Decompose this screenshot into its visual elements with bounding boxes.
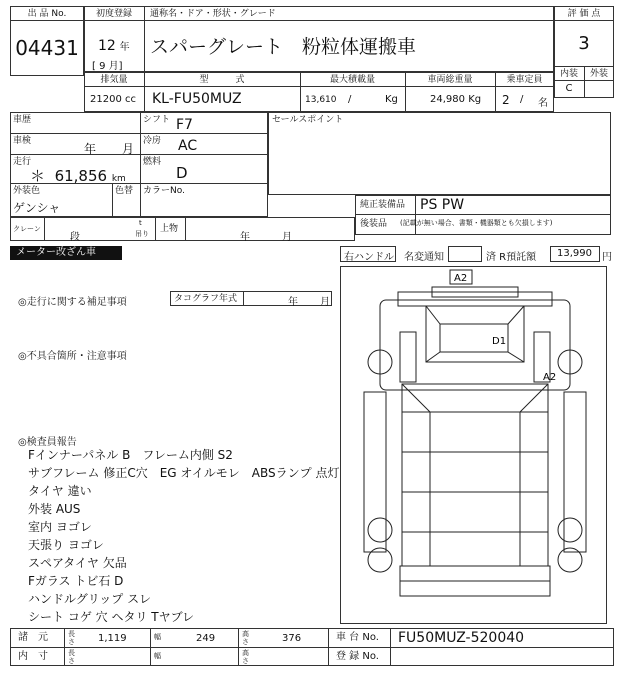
top-month-unit: 月	[282, 232, 292, 243]
length-label: 長さ	[68, 630, 75, 646]
defects-label: ◎不具合箇所・注意事項	[18, 351, 127, 362]
model-value: KL-FU50MUZ	[152, 91, 242, 107]
inspection-month-unit: 月	[122, 142, 135, 156]
lot-label: 出 品 No.	[27, 9, 67, 19]
damage-mark-a2-right: A2	[543, 372, 557, 383]
displacement-label: 排気量	[100, 75, 128, 85]
max-load-value: 13,610	[305, 95, 337, 105]
recycle-unit: 円	[602, 252, 612, 263]
report-line: 天張り ヨゴレ	[28, 538, 104, 552]
shift-value: F7	[176, 117, 193, 133]
report-line: ハンドルグリップ スレ	[28, 592, 152, 606]
inner-label: 内 寸	[18, 651, 48, 662]
reg-year: 12 年	[98, 38, 130, 54]
report-line: 室内 ヨゴレ	[28, 520, 92, 534]
capacity-value: 2	[502, 93, 510, 107]
top-label: 上物	[160, 224, 179, 234]
interior-label: 内装	[559, 69, 578, 79]
tax-label: 済 R預託額	[486, 252, 537, 263]
reg-month: [ 9 月]	[92, 61, 123, 72]
width-label: 幅	[154, 633, 161, 641]
lot-number: 04431	[15, 36, 79, 60]
vehicle-name: スパーグレート 粉粒体運搬車	[150, 36, 417, 58]
crane-label: クレーン	[13, 225, 41, 233]
fuel-label: 燃料	[143, 157, 162, 167]
supplementary-label: ◎走行に関する補足事項	[18, 297, 127, 308]
name-label: 通称名・ドア・形状・グレード	[150, 9, 276, 19]
exterior-label: 外装	[589, 69, 608, 79]
report-line: Fガラス トビ石 D	[28, 574, 124, 588]
mileage-label: 走行	[13, 157, 32, 167]
crane-lift-label: 吊り	[135, 230, 149, 238]
max-load-sep: /	[348, 94, 352, 105]
inner-length-label: 長さ	[68, 649, 75, 665]
crane-row	[10, 217, 355, 241]
model-label: 型 式	[199, 75, 245, 85]
tacho-month-unit: 月	[320, 297, 330, 308]
inspection-label: 車検	[13, 136, 32, 146]
tacho-year-unit: 年	[288, 297, 298, 308]
report-line: シート コゲ 穴 ヘタリ Tヤブレ	[28, 610, 195, 624]
color-change-label: 色替	[115, 186, 134, 196]
damage-mark-d1: D1	[492, 336, 507, 347]
name-change-box	[448, 246, 482, 262]
max-load-unit: Kg	[385, 94, 398, 105]
crane-stage-unit: 段	[70, 232, 80, 243]
report-line: Fインナーパネル B フレーム内側 S2	[28, 448, 233, 462]
report-line: サブフレーム 修正C穴 EG オイルモレ ABSランプ 点灯	[28, 466, 340, 480]
exterior-color-label: 外装色	[13, 186, 41, 196]
ac-label: 冷房	[143, 136, 162, 146]
height-label: 高さ	[242, 630, 249, 646]
history-label: 車歴	[13, 115, 32, 125]
name-change-label: 名変通知	[404, 252, 444, 263]
report-line: タイヤ 違い	[28, 484, 92, 498]
displacement-value: 21200 cc	[90, 94, 136, 105]
top-year-unit: 年	[240, 232, 250, 243]
report-line: スペアタイヤ 欠品	[28, 556, 127, 570]
chassis-value: FU50MUZ-520040	[398, 630, 525, 646]
color-number-label: カラーNo.	[143, 186, 185, 196]
aftermarket-note: (記載が無い場合、書類・機器類とも欠損します)	[400, 219, 553, 227]
max-load-label: 最大積載量	[329, 75, 375, 85]
gross-weight-value: 24,980 Kg	[430, 94, 482, 105]
score-label: 評 価 点	[567, 9, 601, 19]
steering-value: 右ハンドル	[344, 252, 394, 263]
height-value: 376	[282, 633, 302, 644]
ac-value: AC	[178, 138, 198, 154]
inner-height-label: 高さ	[242, 649, 249, 665]
score-value: 3	[578, 33, 590, 54]
capacity-label: 乗車定員	[506, 75, 543, 85]
inspection-year-unit: 年	[84, 142, 97, 156]
damage-mark-a2-front: A2	[454, 273, 468, 284]
capacity-unit: 名	[538, 98, 548, 109]
interior-grade: C	[565, 83, 573, 94]
aftermarket-label: 後装品	[360, 219, 388, 229]
fuel-value: D	[176, 164, 188, 182]
inspector-label: ◎検査員報告	[18, 437, 77, 448]
equipment-value: PS PW	[420, 197, 465, 213]
equipment-label: 純正装備品	[360, 200, 406, 210]
capacity-sep: /	[520, 94, 524, 105]
registration-label: 登 録 No.	[336, 651, 379, 662]
sales-points-label: セールスポイント	[272, 115, 344, 125]
gross-weight-label: 車両総重量	[427, 75, 473, 85]
width-value: 249	[196, 633, 216, 644]
meter-tamper-badge: メーター改ざん車	[10, 246, 122, 260]
truck-diagram	[340, 262, 610, 627]
mileage-value: ＊ 61,856 km	[30, 167, 126, 185]
report-line: 外装 AUS	[28, 502, 81, 516]
chassis-label: 車 台 No.	[336, 632, 379, 643]
shift-label: シフト	[143, 115, 171, 125]
tachograph-label: タコグラフ年式	[174, 294, 238, 304]
length-value: 1,119	[98, 633, 127, 644]
recycle-value: 13,990	[557, 248, 592, 259]
crane-ton-unit: t	[139, 219, 142, 227]
specs-label: 諸 元	[18, 632, 48, 643]
first-reg-label: 初度登録	[95, 9, 132, 19]
inner-width-label: 幅	[154, 652, 161, 660]
exterior-color-value: ゲンシャ	[13, 201, 61, 215]
